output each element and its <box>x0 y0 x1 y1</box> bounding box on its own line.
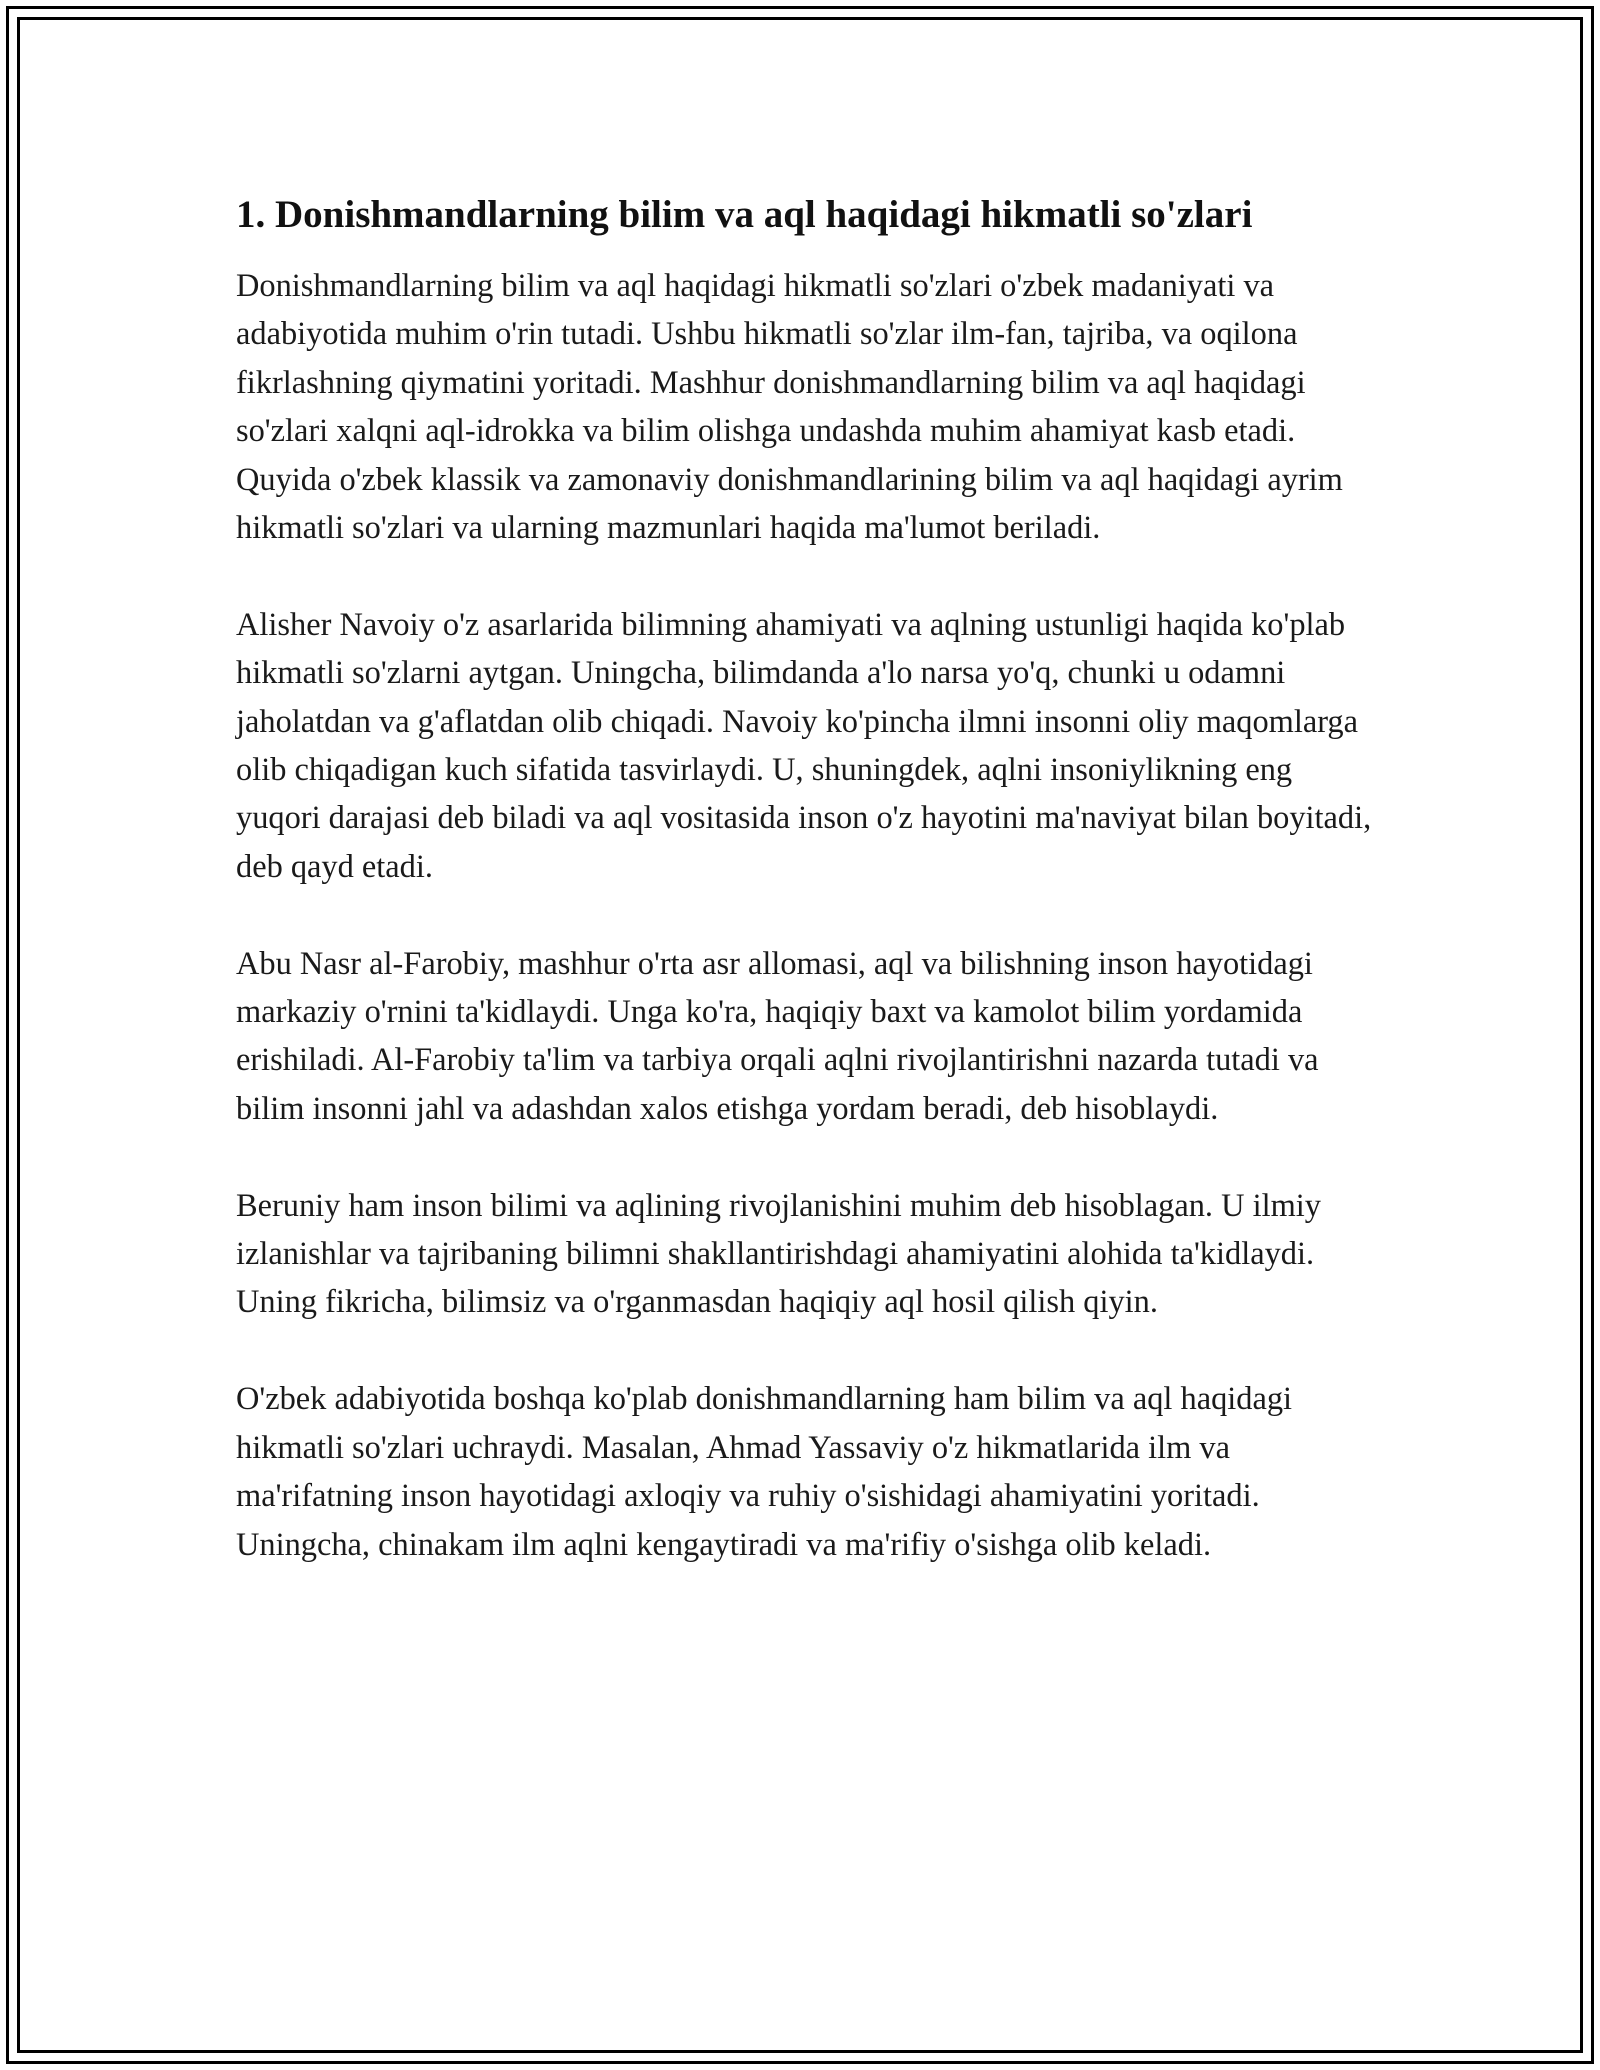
paragraph-beruniy: Beruniy ham inson bilimi va aqlining rivojlanishini muhim deb hisoblagan. U ilmiy izlanishlar va tajribaning bilimni shakllantirishdagi ahamiyatini alohida ta'kidlaydi. Uning fikricha, bilimsiz va o'rganmasdan haqiqiy aql hosil qilish qiyin. <box>236 1187 1321 1321</box>
document-body <box>236 190 1384 1617</box>
paragraph-yassaviy: O'zbek adabiyotida boshqa ko'plab donishmandlarning ham bilim va aql haqidagi hikmatli so'zlari uchraydi. Masalan, Ahmad Yassaviy o'z hikmatlarida ilm va ma'rifatning inson hayotidagi axloqiy va ruhiy o'sishidagi ahamiyatini yoritadi. Uningcha, chinakam ilm aqlni kengaytiradi va ma'rifiy o'sishga olib keladi. <box>236 1381 1293 1563</box>
paragraph-intro: Donishmandlarning bilim va aql haqidagi hikmatli so'zlari o'zbek madaniyati va adabiyotida muhim o'rin tutadi. Ushbu hikmatli so'zlar ilm-fan, tajriba, va oqilona fikrlashning qiymatini yoritadi. Mashhur donishmandlarning bilim va aql haqidagi so'zlari xalqni aql-idrokka va bilim olishga undashda muhim ahamiyat kasb etadi. Quyida o'zbek klassik va zamonaviy donishmandlarining bilim va aql haqidagi ayrim hikmatli so'zlari va ularning mazmunlari haqida ma'lumot beriladi. <box>236 268 1343 547</box>
paragraph-farobiy: Abu Nasr al-Farobiy, mashhur o'rta asr allomasi, aql va bilishning inson hayotidagi markaziy o'rnini ta'kidlaydi. Unga ko'ra, haqiqiy baxt va kamolot bilim yordamida erishiladi. Al-Farobiy ta'lim va tarbiya orqali aqlni rivojlantirishni nazarda tutadi va bilim insonni jahl va adashdan xalos etishga yordam beradi, deb hisoblaydi. <box>236 945 1319 1127</box>
paragraph-navoiy: Alisher Navoiy o'z asarlarida bilimning ahamiyati va aqlning ustunligi haqida ko'plab hikmatli so'zlarni aytgan. Uningcha, bilimdanda a'lo narsa yo'q, chunki u odamni jaholatdan va g'aflatdan olib chiqadi. Navoiy ko'pincha ilmni insonni oliy maqomlarga olib chiqadigan kuch sifatida tasvirlaydi. U, shuningdek, aqlni insoniylikning eng yuqori darajasi deb biladi va aql vositasida inson o'z hayotini ma'naviyat bilan boyitadi, deb qayd etadi. <box>236 606 1372 885</box>
document-title: 1. Donishmandlarning bilim va aql haqidagi hikmatli so'zlari <box>236 193 1253 236</box>
